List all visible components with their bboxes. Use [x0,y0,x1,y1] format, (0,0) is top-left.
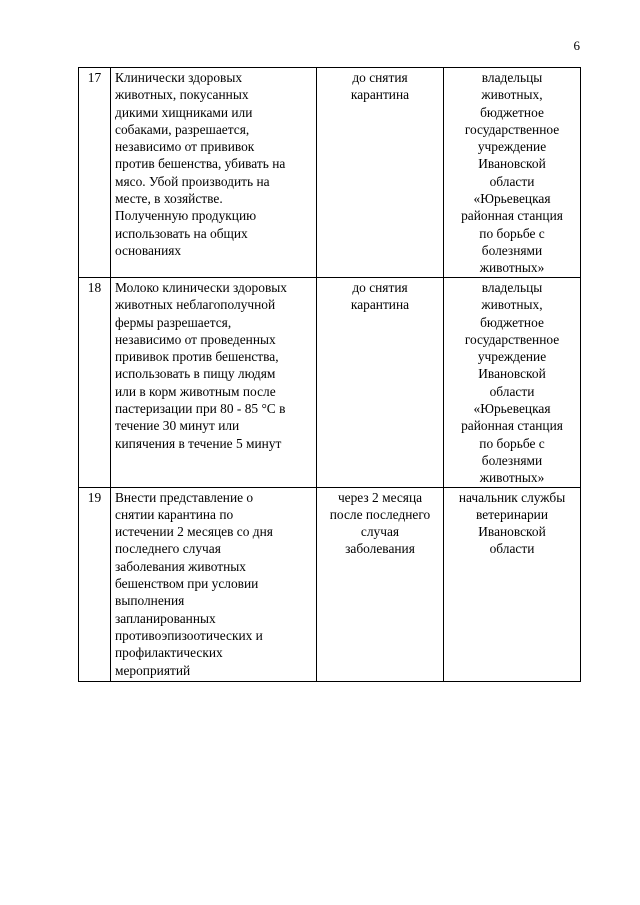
text-line: по борьбе с [479,435,545,451]
text-line: заболевания [345,541,415,557]
text-line: бюджетное [480,314,544,330]
text-line: «Юрьевецкая [473,401,551,417]
text-line: ветеринарии [476,506,548,522]
text-line: Полученную продукцию [115,208,257,224]
text-line: использовать в пищу людям [115,366,276,382]
measure-term [317,487,444,681]
text-line: месте, в хозяйстве. [115,191,223,207]
measure-responsible [444,278,581,488]
table-row [79,487,581,681]
text-line: области [489,383,535,399]
text-line: мясо. Убой производить на [115,173,270,189]
row-number: 17 [79,68,111,278]
text-line: государственное [464,331,560,347]
text-line: болезнями [481,242,543,258]
measure-responsible [444,68,581,278]
text-line: карантина [350,87,410,103]
row-number: 19 [79,487,111,681]
text-line: животных неблагополучной [115,297,276,313]
text-line: через 2 месяца [337,489,423,505]
text-line: Ивановской [478,524,546,540]
text-line: «Юрьевецкая [473,191,551,207]
text-line: бешенством при условии [115,576,259,592]
text-line: независимо от прививок [115,139,255,155]
measure-description [111,68,317,278]
text-line: пастеризации при 80 - 85 °С в [115,401,286,417]
text-line: профилактических [115,645,223,661]
text-line: независимо от проведенных [115,331,276,347]
text-line: мероприятий [115,662,191,678]
text-line: животных, [481,297,543,313]
text-line: течение 30 минут или [115,418,240,434]
text-line: животных» [479,260,545,276]
text-line: бюджетное [480,104,544,120]
measure-term [317,278,444,488]
table-row [79,68,581,278]
text-line: карантина [350,297,410,313]
text-line: прививок против бешенства, [115,349,279,365]
text-line: Молоко клинически здоровых [115,280,287,295]
text-line: животных» [479,470,545,486]
text-line: основаниях [115,242,182,258]
text-line: начальник службы [458,489,566,505]
text-line: Клинически здоровых [115,70,243,85]
text-line: Ивановской [478,366,546,382]
measure-description [111,487,317,681]
text-line: фермы разрешается, [115,314,232,330]
text-line: болезнями [481,452,543,468]
text-line: или в корм животным после [115,383,276,399]
text-line: государственное [464,121,560,137]
text-line: животных, покусанных [115,87,249,103]
measure-description [111,278,317,488]
page-number: 6 [573,38,580,53]
text-line: собаками, разрешается, [115,121,250,137]
table-row [79,278,581,488]
text-line: владельцы [481,280,543,295]
text-line: животных, [481,87,543,103]
text-line: до снятия [352,70,408,85]
measures-table [78,67,581,682]
text-line: против бешенства, убивать на [115,156,286,172]
text-line: кипячения в течение 5 минут [115,435,282,451]
text-line: случая [360,524,400,540]
text-line: учреждение [477,349,547,365]
text-line: выполнения [115,593,185,609]
measure-responsible [444,487,581,681]
text-line: после последнего [329,506,431,522]
text-line: до снятия [352,280,408,295]
text-line: учреждение [477,139,547,155]
row-number: 18 [79,278,111,488]
text-line: использовать на общих [115,225,248,241]
text-line: последнего случая [115,541,221,557]
text-line: противоэпизоотических и [115,627,263,643]
text-line: снятии карантина по [115,506,234,522]
text-line: области [489,541,535,557]
measures-table-body [79,68,581,682]
text-line: Ивановской [478,156,546,172]
text-line: Внести представление о [115,489,254,505]
text-line: районная станция [461,418,563,434]
text-line: дикими хищниками или [115,104,253,120]
text-line: истечении 2 месяцев со дня [115,524,273,540]
measure-term [317,68,444,278]
text-line: владельцы [481,70,543,85]
text-line: районная станция [461,208,563,224]
text-line: запланированных [115,610,216,626]
text-line: по борьбе с [479,225,545,241]
text-line: области [489,173,535,189]
text-line: заболевания животных [115,558,246,574]
